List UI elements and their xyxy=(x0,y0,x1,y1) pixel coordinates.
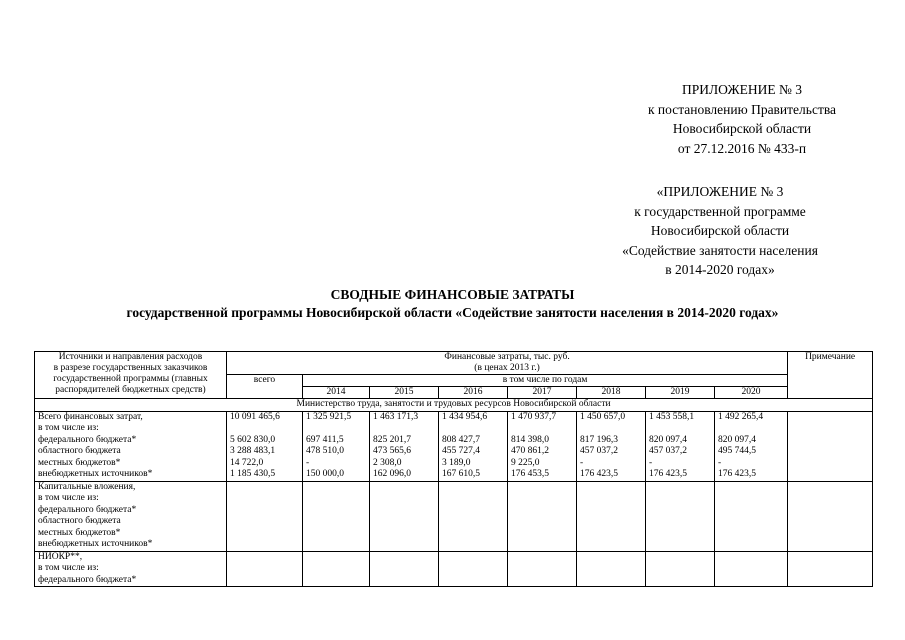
title-line-1: СВОДНЫЕ ФИНАНСОВЫЕ ЗАТРАТЫ xyxy=(330,287,575,302)
table-row xyxy=(35,551,873,587)
ministry-cell: Министерство труда, занятости и трудовых ресурсов Новосибирской области xyxy=(35,399,873,412)
value-cell xyxy=(715,481,788,551)
row-label-cell-line: в том числе из: xyxy=(38,423,99,433)
value-cell-line: 1 325 921,5 xyxy=(306,411,352,422)
value-cell-line: 2 308,0 xyxy=(373,457,402,468)
value-cell xyxy=(439,551,508,587)
value-cell-line: 817 196,3 xyxy=(580,434,618,445)
header-year-cell: 2018 xyxy=(577,387,646,399)
header-source-line: Источники и направления расходов xyxy=(58,352,203,362)
value-cell-line: 10 091 465,6 xyxy=(230,411,280,422)
ministry-row xyxy=(35,399,873,412)
value-cell-line: 820 097,4 xyxy=(649,434,687,445)
value-cell xyxy=(439,481,508,551)
header-year-cell: 2019 xyxy=(646,387,715,399)
row-label-cell xyxy=(35,411,227,481)
value-cell-line: 814 398,0 xyxy=(511,434,549,445)
header-costs-cell xyxy=(227,352,788,375)
value-cell-line xyxy=(306,423,366,435)
row-label-cell-line: федерального бюджета* xyxy=(38,434,137,445)
program-line: Новосибирской области xyxy=(650,223,790,238)
header-costs-line: Финансовые затраты, тыс. руб. xyxy=(444,352,570,362)
value-cell-line: 473 565,6 xyxy=(373,446,411,456)
value-cell-line: 9 225,0 xyxy=(511,457,540,468)
value-cell xyxy=(303,551,370,587)
value-cell-line: 176 423,5 xyxy=(580,469,618,479)
value-cell-line: 1 453 558,1 xyxy=(649,411,695,422)
value-cell-line: 820 097,4 xyxy=(718,434,756,445)
program-appendix-header xyxy=(600,182,840,280)
value-cell-line: 495 744,5 xyxy=(718,446,756,456)
value-cell-line: 150 000,0 xyxy=(306,469,344,479)
value-cell-line: 825 201,7 xyxy=(373,434,411,445)
row-label-cell-line: областного бюджета xyxy=(38,516,121,526)
program-line: в 2014-2020 годах» xyxy=(665,262,775,277)
value-cell xyxy=(577,411,646,481)
value-cell-line: - xyxy=(580,457,584,468)
value-cell-line: 1 470 937,7 xyxy=(511,411,557,422)
value-cell xyxy=(646,411,715,481)
value-cell-line xyxy=(442,423,504,435)
value-cell-line: - xyxy=(306,457,310,468)
row-label-cell-line: областного бюджета xyxy=(38,446,121,456)
value-cell-line: 478 510,0 xyxy=(306,446,344,456)
note-cell xyxy=(788,551,873,587)
value-cell xyxy=(227,551,303,587)
value-cell xyxy=(227,411,303,481)
value-cell xyxy=(577,551,646,587)
row-label-cell-line: федерального бюджета* xyxy=(38,574,137,585)
value-cell xyxy=(646,551,715,587)
header-year-cell: 2020 xyxy=(715,387,788,399)
value-cell-line: 470 861,2 xyxy=(511,446,549,456)
value-cell-line: 5 602 830,0 xyxy=(230,434,276,445)
financial-costs-table xyxy=(34,351,873,587)
header-year-cell: 2017 xyxy=(508,387,577,399)
value-cell xyxy=(646,481,715,551)
header-year-cell: 2014 xyxy=(303,387,370,399)
value-cell-line: 808 427,7 xyxy=(442,434,480,445)
row-label-cell-line: федерального бюджета* xyxy=(38,504,137,515)
value-cell-line: 176 423,5 xyxy=(718,469,756,479)
row-label-cell xyxy=(35,551,227,587)
value-cell xyxy=(508,411,577,481)
value-cell-line xyxy=(649,423,711,435)
program-line: к государственной программе xyxy=(634,203,806,219)
header-note-cell: Примечание xyxy=(788,352,873,399)
row-label-cell-line: в том числе из: xyxy=(38,563,99,573)
value-cell-line xyxy=(230,423,299,435)
value-cell xyxy=(303,481,370,551)
header-source-line: в разрезе государственных заказчиков xyxy=(53,363,208,373)
value-cell xyxy=(303,411,370,481)
value-cell-line xyxy=(373,423,435,435)
row-label-cell-line: Капитальные вложения, xyxy=(38,481,136,492)
row-label-cell-line: Всего финансовых затрат, xyxy=(38,411,143,422)
value-cell-line: 697 411,5 xyxy=(306,434,344,445)
table-row xyxy=(35,481,873,551)
appendix-line: к постановлению Правительства xyxy=(647,101,837,117)
appendix-header xyxy=(612,80,872,158)
value-cell-line: 1 450 657,0 xyxy=(580,411,626,422)
program-line: «Содействие занятости населения xyxy=(622,242,818,258)
header-year-cell: 2015 xyxy=(370,387,439,399)
row-label-cell xyxy=(35,481,227,551)
value-cell-line: 176 423,5 xyxy=(649,469,687,479)
value-cell xyxy=(715,551,788,587)
value-cell-line: 455 727,4 xyxy=(442,446,480,456)
value-cell-line: 1 434 954,6 xyxy=(442,411,488,422)
value-cell-line: 457 037,2 xyxy=(580,446,618,456)
row-label-cell-line: внебюджетных источников* xyxy=(38,469,153,479)
header-source-line: государственной программы (главных xyxy=(53,374,208,384)
value-cell-line: 1 492 265,4 xyxy=(718,411,764,422)
header-row-1 xyxy=(35,352,873,375)
value-cell-line xyxy=(718,423,784,435)
value-cell xyxy=(508,481,577,551)
value-cell xyxy=(577,481,646,551)
value-cell-line: 1 185 430,5 xyxy=(230,469,276,479)
value-cell-line: 14 722,0 xyxy=(230,457,264,468)
value-cell-line: 3 288 483,1 xyxy=(230,446,276,456)
value-cell xyxy=(508,551,577,587)
note-cell xyxy=(788,481,873,551)
appendix-line: от 27.12.2016 № 433-п xyxy=(677,140,807,156)
row-label-cell-line: НИОКР**, xyxy=(38,551,83,562)
value-cell xyxy=(439,411,508,481)
title-line-2: государственной программы Новосибирской области «Содействие занятости населения в 2014-2020 годах» xyxy=(126,305,779,320)
document-title xyxy=(0,286,905,322)
header-source-line: распорядителей бюджетных средств) xyxy=(55,385,206,395)
value-cell xyxy=(227,481,303,551)
value-cell-line: - xyxy=(649,457,653,468)
program-line: «ПРИЛОЖЕНИЕ № 3 xyxy=(656,184,784,199)
header-costs-line: (в ценах 2013 г.) xyxy=(474,363,540,373)
value-cell xyxy=(370,481,439,551)
note-cell xyxy=(788,411,873,481)
value-cell-line: 176 453,5 xyxy=(511,469,549,479)
value-cell xyxy=(370,551,439,587)
appendix-line: Новосибирской области xyxy=(672,121,812,136)
value-cell-line: 167 610,5 xyxy=(442,469,480,479)
appendix-line: ПРИЛОЖЕНИЕ № 3 xyxy=(681,82,803,97)
row-label-cell-line: в том числе из: xyxy=(38,493,99,503)
value-cell-line: 162 096,0 xyxy=(373,469,411,479)
value-cell-line: 1 463 171,3 xyxy=(373,411,419,422)
value-cell-line xyxy=(511,423,573,435)
value-cell xyxy=(370,411,439,481)
header-year-cell: 2016 xyxy=(439,387,508,399)
table-body xyxy=(35,411,873,587)
row-label-cell-line: местных бюджетов* xyxy=(38,457,121,468)
row-label-cell-line: внебюджетных источников* xyxy=(38,539,153,549)
value-cell-line xyxy=(580,423,642,435)
table-row xyxy=(35,411,873,481)
row-label-cell-line: местных бюджетов* xyxy=(38,527,121,538)
header-source-cell xyxy=(35,352,227,399)
value-cell-line: 3 189,0 xyxy=(442,457,471,468)
value-cell-line: 457 037,2 xyxy=(649,446,687,456)
header-by-years-cell: в том числе по годам xyxy=(303,375,788,387)
header-total-cell: всего xyxy=(227,375,303,399)
value-cell-line: - xyxy=(718,457,722,468)
value-cell xyxy=(715,411,788,481)
